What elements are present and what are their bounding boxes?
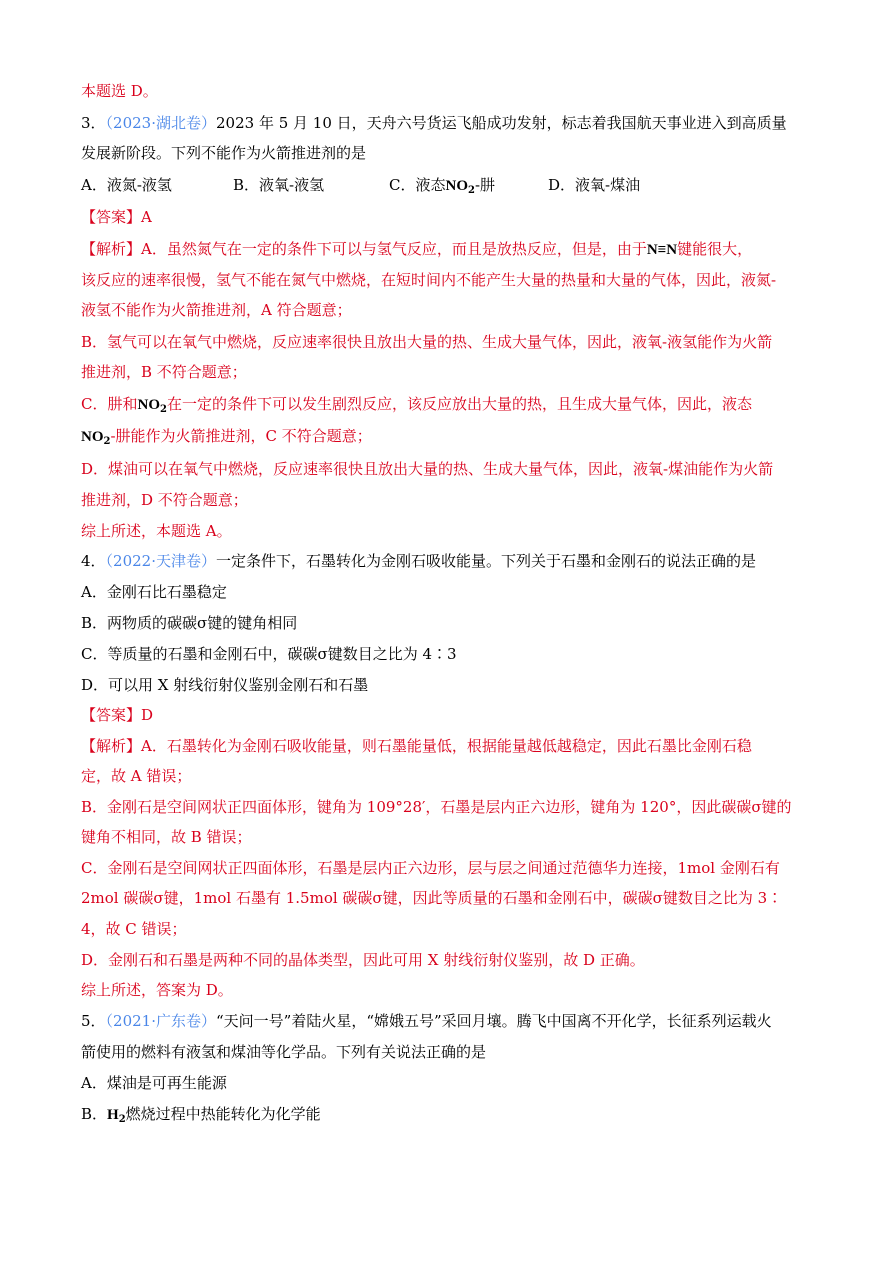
analysis-label: 【解析】: [81, 737, 142, 755]
q4-option-c: C．等质量的石墨和金刚石中，碳碳σ键数目之比为 4∶3: [81, 645, 457, 663]
q3-summary: 综上所述，本题选 A。: [81, 522, 232, 540]
q4-analysis-b2: 键角不相同，故 B 错误；: [81, 828, 252, 846]
q5-stem-line2: 箭使用的燃料有液氢和煤油等化学品。下列有关说法正确的是: [81, 1043, 487, 1061]
q4-number: 4．: [81, 552, 106, 570]
formula-no2: NO: [81, 429, 104, 445]
q4-option-a: A．金刚石比石墨稳定: [81, 583, 227, 601]
q3-analysis-d1: D．煤油可以在氧气中燃烧，反应速率很快且放出大量的热、生成大量气体，因此，液氧-煤油能作为火箭: [81, 460, 774, 478]
formula-no2: NO: [137, 397, 160, 413]
q3-analysis-b2: 推进剂，B 不符合题意；: [81, 363, 247, 381]
q3-option-c: C．液态$NO_2-$肼: [389, 176, 496, 196]
q3-analysis-a3: 液氢不能作为火箭推进剂，A 符合题意；: [81, 301, 352, 319]
q4-analysis-a2: 定，故 A 错误；: [81, 767, 192, 785]
q5-stem-line1: 5．（2021·广东卷）“天问一号”着陆火星，“嫦娥五号”采回月壤。腾飞中国离不开化学，长征系列运载火: [81, 1012, 772, 1030]
q4-stem: 4．（2022·天津卷）一定条件下，石墨转化为金刚石吸收能量。下列关于石墨和金刚石的说法正确的是: [81, 552, 757, 570]
q3-analysis-a2: 该反应的速率很慢，氢气不能在氮气中燃烧，在短时间内不能产生大量的热量和大量的气体，因此，液氮-: [81, 271, 777, 289]
formula-n-triple-n: N≡N: [646, 242, 678, 258]
q3-source: （2023·湖北卷）: [105, 114, 216, 132]
q4-option-d: D．可以用 X 射线衍射仪鉴别金刚石和石墨: [81, 676, 369, 694]
q5-source: （2021·广东卷）: [105, 1012, 216, 1030]
q5-option-b: B．$H_2$燃烧过程中热能转化为化学能: [81, 1105, 321, 1125]
q3-analysis-d2: 推进剂，D 不符合题意；: [81, 491, 248, 509]
q4-analysis-a1: 【解析】A．石墨转化为金刚石吸收能量，则石墨能量低，根据能量越低越稳定，因此石墨比金刚石稳: [81, 737, 752, 755]
q3-option-a: A．液氮-液氢: [81, 176, 172, 194]
q4-analysis-c1: C．金刚石是空间网状正四面体形，石墨是层内正六边形，层与层之间通过范德华力连接，1mol 金刚石有: [81, 859, 780, 877]
q3-option-d: D．液氧-煤油: [548, 176, 641, 194]
q3-answer: 【答案】A: [81, 208, 152, 226]
q4-analysis-c3: 4，故 C 错误；: [81, 920, 187, 938]
formula-no2: NO: [445, 178, 468, 194]
q3-analysis-a1: 【解析】A．虽然氮气在一定的条件下可以与氢气反应，而且是放热反应，但是，由于N≡N键能很大，: [81, 240, 753, 258]
q4-analysis-d1: D．金刚石和石墨是两种不同的晶体类型，因此可用 X 射线衍射仪鉴别，故 D 正确。: [81, 951, 645, 969]
q3-analysis-b1: B．氢气可以在氧气中燃烧，反应速率很快且放出大量的热、生成大量气体，因此，液氧-液氢能作为火箭: [81, 333, 773, 351]
q3-number: 3．: [81, 114, 106, 132]
q3-option-b: B．液氧-液氢: [233, 176, 325, 194]
q3-analysis-c1: C．肼和$NO_2$在一定的条件下可以发生剧烈反应，该反应放出大量的热，且生成大量气体，因此，液态: [81, 395, 752, 415]
q4-answer: 【答案】D: [81, 706, 154, 724]
q5-number: 5．: [81, 1012, 106, 1030]
q3-stem-line1: [81, 113, 787, 133]
q4-analysis-c2: 2mol 碳碳σ键，1mol 石墨有 1.5mol 碳碳σ键，因此等质量的石墨和金刚石中，碳碳σ键数目之比为 3∶: [81, 889, 783, 907]
q4-source: （2022·天津卷）: [105, 552, 216, 570]
q3-stem-line2: 发展新阶段。下列不能作为火箭推进剂的是: [81, 144, 367, 162]
q4-summary: 综上所述，答案为 D。: [81, 981, 233, 999]
q5-option-a: A．煤油是可再生能源: [81, 1074, 227, 1092]
q3-stem-text: 2023 年 5 月 10 日，天舟六号货运飞船成功发射，标志着我国航天事业进入到高质量: [216, 114, 787, 132]
analysis-label: 【解析】: [81, 240, 142, 258]
formula-h2: H: [107, 1107, 119, 1123]
q2-conclusion: 本题选 D。: [81, 82, 158, 100]
q4-analysis-b1: B．金刚石是空间网状正四面体形，键角为 109°28′，石墨是层内正六边形，键角为 120°，因此碳碳σ键的: [81, 798, 792, 816]
q3-options: [81, 175, 640, 201]
q4-option-b: B．两物质的碳碳σ键的键角相同: [81, 614, 298, 632]
q3-analysis-c2: $NO_2-$肼能作为火箭推进剂，C 不符合题意；: [81, 427, 372, 447]
